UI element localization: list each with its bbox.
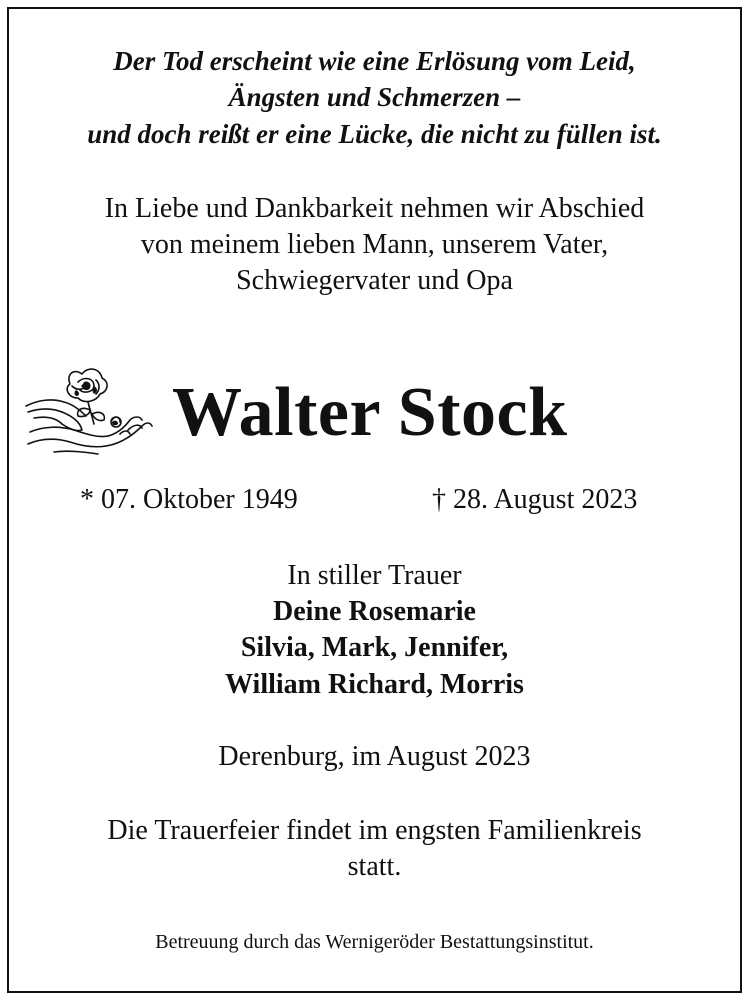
mourner-line-1: Deine Rosemarie [273,596,476,627]
motto-line-1: Der Tod erscheint wie eine Erlösung vom Leid, [113,46,636,76]
deceased-name-row [0,360,749,470]
motto-line-2: Ängsten und Schmerzen – [228,82,521,112]
mourners-heading: In stiller Trauer [287,560,462,591]
birth-date: * 07. Oktober 1949 [80,484,298,515]
mourner-line-2: Silvia, Mark, Jennifer, [240,632,509,663]
undertaker-credit: Betreuung durch das Wernigeröder Bestattungsinstitut. [155,931,594,953]
place-date: Derenburg, im August 2023 [218,741,531,772]
intro-line-2: von meinem lieben Mann, unserem Vater, [140,229,609,260]
intro-line-1: In Liebe und Dankbarkeit nehmen wir Abschied [104,193,645,224]
motto-line-3: und doch reißt er eine Lücke, die nicht zu füllen ist. [87,119,662,149]
hands-holding-rose-icon [24,360,156,464]
funeral-line-1: Die Trauerfeier findet im engsten Familienkreis [107,815,642,846]
intro-line-3: Schwiegervater und Opa [236,265,513,296]
death-date: † 28. August 2023 [432,484,638,515]
mourner-line-3: William Richard, Morris [225,669,524,700]
funeral-line-2: statt. [347,851,402,882]
deceased-name: Walter Stock [172,374,568,451]
